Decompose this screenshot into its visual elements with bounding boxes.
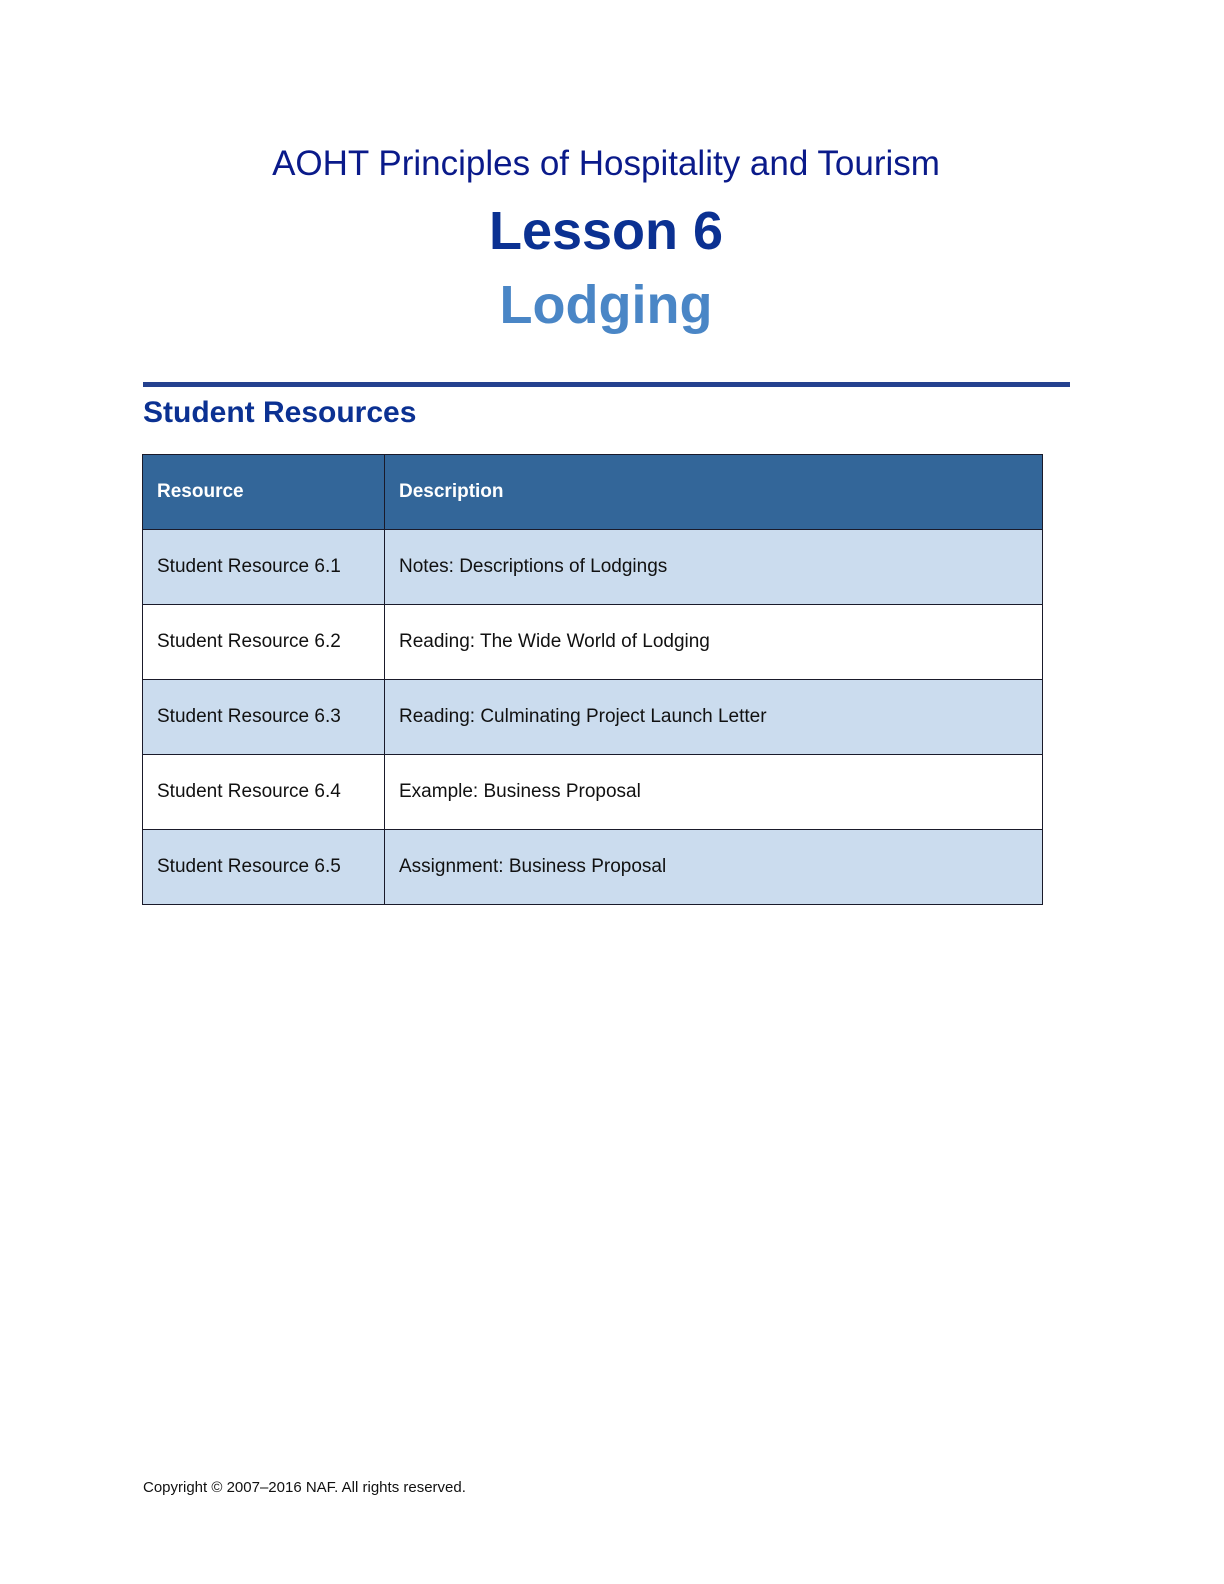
table-header-row: [143, 455, 1043, 530]
section-heading: Student Resources: [143, 396, 417, 429]
resource-cell: Student Resource 6.1: [143, 530, 385, 605]
resources-table: [142, 454, 1043, 905]
resource-cell: Student Resource 6.4: [143, 755, 385, 830]
section-divider: [143, 382, 1070, 387]
table-row: [143, 605, 1043, 680]
description-cell: Notes: Descriptions of Lodgings: [385, 530, 1043, 605]
table-row: [143, 755, 1043, 830]
resource-cell: Student Resource 6.5: [143, 830, 385, 905]
description-cell: Reading: Culminating Project Launch Letter: [385, 680, 1043, 755]
column-header-resource: Resource: [143, 455, 385, 530]
resource-cell: Student Resource 6.3: [143, 680, 385, 755]
table-row: [143, 830, 1043, 905]
table-row: [143, 530, 1043, 605]
copyright-notice: Copyright © 2007–2016 NAF. All rights reserved.: [143, 1479, 466, 1496]
lesson-name: Lodging: [499, 275, 713, 335]
description-cell: Reading: The Wide World of Lodging: [385, 605, 1043, 680]
resource-cell: Student Resource 6.2: [143, 605, 385, 680]
description-cell: Example: Business Proposal: [385, 755, 1043, 830]
course-title: AOHT Principles of Hospitality and Tourism: [272, 144, 940, 183]
description-cell: Assignment: Business Proposal: [385, 830, 1043, 905]
column-header-description: Description: [385, 455, 1043, 530]
table-row: [143, 680, 1043, 755]
lesson-number: Lesson 6: [488, 201, 724, 261]
